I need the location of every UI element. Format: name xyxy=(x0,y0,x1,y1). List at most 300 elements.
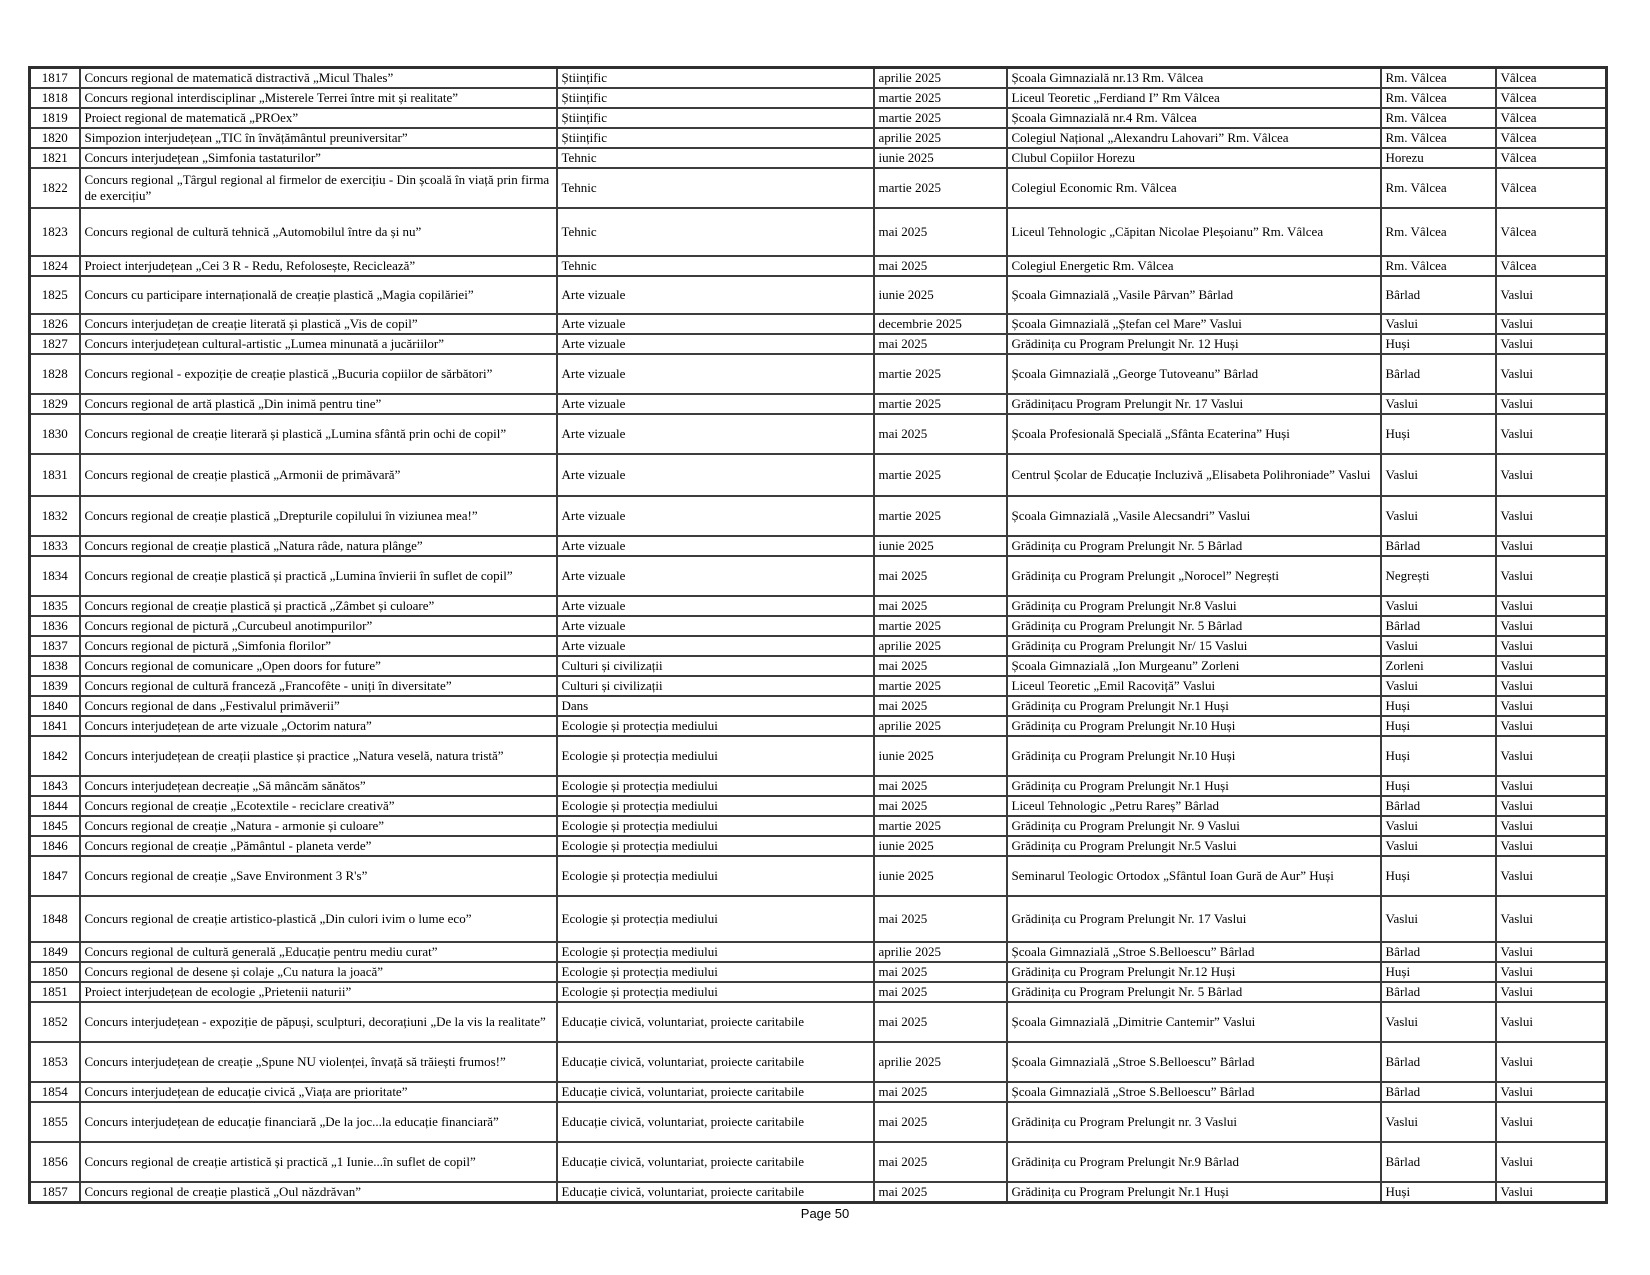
cell-nr: 1827 xyxy=(30,334,80,354)
cell-date: mai 2025 xyxy=(874,776,1007,796)
cell-county: Vaslui xyxy=(1496,716,1607,736)
cell-institution: Școala Gimnazială „Ștefan cel Mare” Vaslui xyxy=(1007,314,1381,334)
cell-category: Arte vizuale xyxy=(557,536,874,556)
cell-institution: Clubul Copiilor Horezu xyxy=(1007,148,1381,168)
cell-nr: 1848 xyxy=(30,896,80,942)
table-row xyxy=(30,1102,1607,1142)
table-row xyxy=(30,896,1607,942)
cell-date: mai 2025 xyxy=(874,596,1007,616)
cell-nr: 1836 xyxy=(30,616,80,636)
cell-city: Huși xyxy=(1381,962,1496,982)
cell-category: Ecologie și protecția mediului xyxy=(557,716,874,736)
cell-name: Concurs interjudețean decreație „Să mâncăm sănătos” xyxy=(80,776,557,796)
table-row xyxy=(30,736,1607,776)
cell-name: Concurs regional - expoziție de creație plastică „Bucuria copiilor de sărbători” xyxy=(80,354,557,394)
cell-city: Zorleni xyxy=(1381,656,1496,676)
cell-city: Huși xyxy=(1381,736,1496,776)
cell-name: Concurs interjudețan de creație literată și plastică „Vis de copil” xyxy=(80,314,557,334)
cell-category: Arte vizuale xyxy=(557,616,874,636)
table-row xyxy=(30,454,1607,496)
cell-date: martie 2025 xyxy=(874,454,1007,496)
cell-city: Rm. Vâlcea xyxy=(1381,68,1496,89)
cell-name: Concurs regional de creație plastică „Drepturile copilului în viziunea mea!” xyxy=(80,496,557,536)
cell-institution: Școala Profesională Specială „Sfânta Ecaterina” Huși xyxy=(1007,414,1381,454)
cell-date: aprilie 2025 xyxy=(874,128,1007,148)
cell-date: martie 2025 xyxy=(874,394,1007,414)
cell-date: mai 2025 xyxy=(874,656,1007,676)
cell-name: Concurs interjudețean de creație „Spune NU violenței, învață să trăiești frumos!” xyxy=(80,1042,557,1082)
cell-institution: Școala Gimnazială „Vasile Pârvan” Bârlad xyxy=(1007,276,1381,314)
cell-date: decembrie 2025 xyxy=(874,314,1007,334)
cell-category: Culturi și civilizații xyxy=(557,656,874,676)
table-row xyxy=(30,942,1607,962)
cell-category: Culturi și civilizații xyxy=(557,676,874,696)
cell-nr: 1840 xyxy=(30,696,80,716)
table-row xyxy=(30,1082,1607,1102)
cell-nr: 1842 xyxy=(30,736,80,776)
cell-date: martie 2025 xyxy=(874,88,1007,108)
cell-institution: Școala Gimnazială „Vasile Alecsandri” Vaslui xyxy=(1007,496,1381,536)
cell-county: Vaslui xyxy=(1496,776,1607,796)
cell-nr: 1854 xyxy=(30,1082,80,1102)
table-row xyxy=(30,816,1607,836)
cell-institution: Școala Gimnazială „Stroe S.Belloescu” Bârlad xyxy=(1007,942,1381,962)
cell-date: mai 2025 xyxy=(874,1182,1007,1203)
table-row xyxy=(30,496,1607,536)
cell-date: martie 2025 xyxy=(874,616,1007,636)
cell-nr: 1856 xyxy=(30,1142,80,1182)
table-row xyxy=(30,276,1607,314)
cell-date: aprilie 2025 xyxy=(874,942,1007,962)
cell-city: Vaslui xyxy=(1381,816,1496,836)
cell-county: Vaslui xyxy=(1496,656,1607,676)
cell-name: Concurs interjudețean de arte vizuale „Octorim natura” xyxy=(80,716,557,736)
cell-name: Proiect interjudețean de ecologie „Prietenii naturii” xyxy=(80,982,557,1002)
table-row xyxy=(30,636,1607,656)
cell-nr: 1857 xyxy=(30,1182,80,1203)
cell-city: Rm. Vâlcea xyxy=(1381,256,1496,276)
table-row xyxy=(30,354,1607,394)
cell-institution: Grădinița cu Program Prelungit Nr. 9 Vaslui xyxy=(1007,816,1381,836)
cell-name: Concurs regional de creație „Ecotextile - reciclare creativă” xyxy=(80,796,557,816)
cell-nr: 1841 xyxy=(30,716,80,736)
cell-date: aprilie 2025 xyxy=(874,68,1007,89)
cell-county: Vaslui xyxy=(1496,314,1607,334)
cell-institution: Colegiul Energetic Rm. Vâlcea xyxy=(1007,256,1381,276)
table-row xyxy=(30,556,1607,596)
cell-nr: 1847 xyxy=(30,856,80,896)
cell-nr: 1825 xyxy=(30,276,80,314)
cell-category: Educație civică, voluntariat, proiecte caritabile xyxy=(557,1082,874,1102)
cell-nr: 1817 xyxy=(30,68,80,89)
cell-name: Concurs regional de cultură franceză „Francofête - uniți în diversitate” xyxy=(80,676,557,696)
table-row xyxy=(30,168,1607,208)
cell-county: Vâlcea xyxy=(1496,68,1607,89)
cell-name: Concurs regional de creație „Pământul - planeta verde” xyxy=(80,836,557,856)
cell-name: Concurs regional de dans „Festivalul primăverii” xyxy=(80,696,557,716)
cell-name: Concurs regional de creație „Natura - armonie și culoare” xyxy=(80,816,557,836)
table-row xyxy=(30,962,1607,982)
cell-county: Vaslui xyxy=(1496,636,1607,656)
cell-county: Vaslui xyxy=(1496,962,1607,982)
cell-name: Concurs interjudețean - expoziție de păpuși, sculpturi, decorațiuni „De la vis la realitate” xyxy=(80,1002,557,1042)
cell-city: Vaslui xyxy=(1381,896,1496,942)
cell-category: Arte vizuale xyxy=(557,354,874,394)
cell-name: Concurs regional de creație plastică și practică „Zâmbet și culoare” xyxy=(80,596,557,616)
cell-institution: Grădinița cu Program Prelungit Nr.10 Huși xyxy=(1007,716,1381,736)
cell-name: Concurs interjudețean de educație civică „Viața are prioritate” xyxy=(80,1082,557,1102)
cell-county: Vaslui xyxy=(1496,942,1607,962)
cell-institution: Școala Gimnazială „Dimitrie Cantemir” Vaslui xyxy=(1007,1002,1381,1042)
cell-name: Concurs interjudețean cultural-artistic „Lumea minunată a jucăriilor” xyxy=(80,334,557,354)
cell-date: mai 2025 xyxy=(874,962,1007,982)
cell-institution: Grădinița cu Program Prelungit Nr.10 Huși xyxy=(1007,736,1381,776)
cell-category: Ecologie și protecția mediului xyxy=(557,962,874,982)
cell-nr: 1832 xyxy=(30,496,80,536)
table-row xyxy=(30,656,1607,676)
table-row xyxy=(30,314,1607,334)
cell-county: Vaslui xyxy=(1496,816,1607,836)
cell-name: Concurs regional de cultură generală „Educație pentru mediu curat” xyxy=(80,942,557,962)
table-body xyxy=(30,68,1607,1203)
table-row xyxy=(30,696,1607,716)
cell-city: Bârlad xyxy=(1381,942,1496,962)
cell-nr: 1824 xyxy=(30,256,80,276)
cell-date: mai 2025 xyxy=(874,1082,1007,1102)
cell-category: Ecologie și protecția mediului xyxy=(557,796,874,816)
cell-nr: 1844 xyxy=(30,796,80,816)
cell-city: Bârlad xyxy=(1381,1142,1496,1182)
cell-nr: 1846 xyxy=(30,836,80,856)
cell-date: martie 2025 xyxy=(874,676,1007,696)
cell-nr: 1826 xyxy=(30,314,80,334)
cell-county: Vaslui xyxy=(1496,536,1607,556)
cell-city: Vaslui xyxy=(1381,676,1496,696)
table-row xyxy=(30,394,1607,414)
cell-city: Vaslui xyxy=(1381,1002,1496,1042)
cell-name: Concurs regional de comunicare „Open doors for future” xyxy=(80,656,557,676)
cell-county: Vaslui xyxy=(1496,334,1607,354)
cell-city: Huși xyxy=(1381,716,1496,736)
table-row xyxy=(30,716,1607,736)
cell-institution: Grădinița cu Program Prelungit Nr. 12 Huși xyxy=(1007,334,1381,354)
table-row xyxy=(30,256,1607,276)
cell-name: Concurs regional de cultură tehnică „Automobilul între da și nu” xyxy=(80,208,557,256)
cell-date: mai 2025 xyxy=(874,334,1007,354)
table-row xyxy=(30,128,1607,148)
table-row xyxy=(30,334,1607,354)
cell-county: Vaslui xyxy=(1496,596,1607,616)
cell-name: Concurs regional de pictură „Simfonia florilor” xyxy=(80,636,557,656)
cell-category: Ecologie și protecția mediului xyxy=(557,982,874,1002)
cell-date: iunie 2025 xyxy=(874,856,1007,896)
cell-date: martie 2025 xyxy=(874,816,1007,836)
cell-nr: 1823 xyxy=(30,208,80,256)
cell-category: Arte vizuale xyxy=(557,496,874,536)
cell-county: Vâlcea xyxy=(1496,128,1607,148)
cell-nr: 1819 xyxy=(30,108,80,128)
cell-category: Arte vizuale xyxy=(557,596,874,616)
cell-name: Proiect regional de matematică „PROex” xyxy=(80,108,557,128)
cell-date: aprilie 2025 xyxy=(874,1042,1007,1082)
cell-category: Arte vizuale xyxy=(557,556,874,596)
cell-city: Vaslui xyxy=(1381,636,1496,656)
cell-category: Ecologie și protecția mediului xyxy=(557,816,874,836)
cell-institution: Grădinița cu Program Prelungit „Norocel” Negrești xyxy=(1007,556,1381,596)
cell-nr: 1849 xyxy=(30,942,80,962)
table-row xyxy=(30,776,1607,796)
cell-county: Vaslui xyxy=(1496,736,1607,776)
cell-name: Concurs regional de creație plastică „Natura râde, natura plânge” xyxy=(80,536,557,556)
cell-county: Vaslui xyxy=(1496,676,1607,696)
cell-category: Ecologie și protecția mediului xyxy=(557,896,874,942)
cell-category: Arte vizuale xyxy=(557,454,874,496)
table-row xyxy=(30,836,1607,856)
cell-institution: Grădinița cu Program Prelungit Nr.1 Huși xyxy=(1007,696,1381,716)
cell-nr: 1821 xyxy=(30,148,80,168)
table-row xyxy=(30,1002,1607,1042)
cell-category: Ecologie și protecția mediului xyxy=(557,736,874,776)
cell-nr: 1845 xyxy=(30,816,80,836)
cell-date: mai 2025 xyxy=(874,696,1007,716)
table-row xyxy=(30,796,1607,816)
cell-category: Arte vizuale xyxy=(557,414,874,454)
cell-name: Concurs regional de pictură „Curcubeul anotimpurilor” xyxy=(80,616,557,636)
cell-date: iunie 2025 xyxy=(874,736,1007,776)
cell-date: mai 2025 xyxy=(874,556,1007,596)
cell-institution: Grădinița cu Program Prelungit Nr. 17 Vaslui xyxy=(1007,896,1381,942)
cell-category: Educație civică, voluntariat, proiecte caritabile xyxy=(557,1182,874,1203)
cell-date: martie 2025 xyxy=(874,354,1007,394)
cell-institution: Liceul Tehnologic „Căpitan Nicolae Pleșoianu” Rm. Vâlcea xyxy=(1007,208,1381,256)
cell-date: aprilie 2025 xyxy=(874,716,1007,736)
cell-city: Vaslui xyxy=(1381,496,1496,536)
cell-city: Vaslui xyxy=(1381,394,1496,414)
cell-date: iunie 2025 xyxy=(874,836,1007,856)
cell-institution: Grădinița cu Program Prelungit Nr/ 15 Vaslui xyxy=(1007,636,1381,656)
cell-category: Științific xyxy=(557,68,874,89)
cell-category: Tehnic xyxy=(557,168,874,208)
cell-name: Concurs regional de creație plastică „Oul năzdrăvan” xyxy=(80,1182,557,1203)
cell-nr: 1833 xyxy=(30,536,80,556)
table-row xyxy=(30,1182,1607,1203)
cell-county: Vâlcea xyxy=(1496,88,1607,108)
table-row xyxy=(30,208,1607,256)
cell-county: Vâlcea xyxy=(1496,208,1607,256)
cell-nr: 1829 xyxy=(30,394,80,414)
table-row xyxy=(30,536,1607,556)
cell-city: Bârlad xyxy=(1381,276,1496,314)
table-row xyxy=(30,596,1607,616)
cell-institution: Grădinița cu Program Prelungit Nr. 5 Bârlad xyxy=(1007,616,1381,636)
cell-nr: 1822 xyxy=(30,168,80,208)
cell-city: Vaslui xyxy=(1381,454,1496,496)
cell-category: Arte vizuale xyxy=(557,334,874,354)
table-row xyxy=(30,1142,1607,1182)
table-row xyxy=(30,68,1607,89)
cell-city: Vaslui xyxy=(1381,1102,1496,1142)
cell-name: Concurs cu participare internațională de creație plastică „Magia copilăriei” xyxy=(80,276,557,314)
cell-category: Științific xyxy=(557,108,874,128)
cell-county: Vaslui xyxy=(1496,1082,1607,1102)
cell-institution: Școala Gimnazială „Ion Murgeanu” Zorleni xyxy=(1007,656,1381,676)
cell-county: Vaslui xyxy=(1496,1002,1607,1042)
cell-name: Concurs regional de desene și colaje „Cu natura la joacă” xyxy=(80,962,557,982)
cell-name: Concurs regional de creație „Save Environment 3 R's” xyxy=(80,856,557,896)
cell-institution: Grădinița cu Program Prelungit Nr.8 Vaslui xyxy=(1007,596,1381,616)
cell-nr: 1837 xyxy=(30,636,80,656)
cell-date: mai 2025 xyxy=(874,1002,1007,1042)
cell-institution: Grădinița cu Program Prelungit Nr.5 Vaslui xyxy=(1007,836,1381,856)
cell-institution: Liceul Teoretic „Ferdiand I” Rm Vâlcea xyxy=(1007,88,1381,108)
cell-institution: Școala Gimnazială nr.4 Rm. Vâlcea xyxy=(1007,108,1381,128)
cell-city: Huși xyxy=(1381,776,1496,796)
cell-institution: Școala Gimnazială „Stroe S.Belloescu” Bârlad xyxy=(1007,1042,1381,1082)
cell-city: Huși xyxy=(1381,334,1496,354)
cell-date: mai 2025 xyxy=(874,1142,1007,1182)
cell-nr: 1853 xyxy=(30,1042,80,1082)
cell-category: Arte vizuale xyxy=(557,276,874,314)
cell-date: iunie 2025 xyxy=(874,536,1007,556)
cell-city: Bârlad xyxy=(1381,354,1496,394)
cell-name: Concurs regional de creație artistică și practică „1 Iunie...în suflet de copil” xyxy=(80,1142,557,1182)
cell-category: Ecologie și protecția mediului xyxy=(557,776,874,796)
cell-county: Vâlcea xyxy=(1496,148,1607,168)
cell-name: Concurs regional interdisciplinar „Misterele Terrei între mit și realitate” xyxy=(80,88,557,108)
cell-name: Concurs interjudețean de educație financiară „De la joc...la educație financiară” xyxy=(80,1102,557,1142)
cell-city: Bârlad xyxy=(1381,536,1496,556)
cell-date: martie 2025 xyxy=(874,168,1007,208)
cell-city: Horezu xyxy=(1381,148,1496,168)
cell-name: Proiect interjudețean „Cei 3 R - Redu, Refolosește, Reciclează” xyxy=(80,256,557,276)
contests-table xyxy=(28,66,1608,1204)
cell-city: Vaslui xyxy=(1381,836,1496,856)
cell-county: Vâlcea xyxy=(1496,108,1607,128)
cell-institution: Seminarul Teologic Ortodox „Sfântul Ioan Gură de Aur” Huși xyxy=(1007,856,1381,896)
cell-city: Negrești xyxy=(1381,556,1496,596)
cell-name: Concurs regional de artă plastică „Din inimă pentru tine” xyxy=(80,394,557,414)
cell-county: Vaslui xyxy=(1496,1102,1607,1142)
cell-date: mai 2025 xyxy=(874,896,1007,942)
cell-nr: 1820 xyxy=(30,128,80,148)
cell-date: mai 2025 xyxy=(874,1102,1007,1142)
table-row xyxy=(30,108,1607,128)
cell-date: mai 2025 xyxy=(874,208,1007,256)
cell-county: Vaslui xyxy=(1496,454,1607,496)
cell-city: Vaslui xyxy=(1381,314,1496,334)
cell-category: Dans xyxy=(557,696,874,716)
cell-name: Concurs regional de matematică distractivă „Micul Thales” xyxy=(80,68,557,89)
cell-category: Educație civică, voluntariat, proiecte caritabile xyxy=(557,1142,874,1182)
cell-name: Concurs regional de creație literară și plastică „Lumina sfântă prin ochi de copil” xyxy=(80,414,557,454)
cell-county: Vaslui xyxy=(1496,896,1607,942)
cell-county: Vaslui xyxy=(1496,496,1607,536)
cell-category: Educație civică, voluntariat, proiecte caritabile xyxy=(557,1042,874,1082)
cell-institution: Grădinița cu Program Prelungit Nr.12 Huși xyxy=(1007,962,1381,982)
cell-county: Vaslui xyxy=(1496,1182,1607,1203)
cell-nr: 1828 xyxy=(30,354,80,394)
cell-institution: Liceul Teoretic „Emil Racoviță” Vaslui xyxy=(1007,676,1381,696)
cell-county: Vaslui xyxy=(1496,696,1607,716)
cell-city: Vaslui xyxy=(1381,596,1496,616)
cell-name: Concurs regional de creație artistico-plastică „Din culori ivim o lume eco” xyxy=(80,896,557,942)
cell-date: mai 2025 xyxy=(874,982,1007,1002)
cell-city: Huși xyxy=(1381,1182,1496,1203)
cell-county: Vaslui xyxy=(1496,414,1607,454)
cell-institution: Școala Gimnazială „George Tutoveanu” Bârlad xyxy=(1007,354,1381,394)
cell-institution: Grădinița cu Program Prelungit Nr. 5 Bârlad xyxy=(1007,982,1381,1002)
cell-institution: Centrul Școlar de Educație Incluzivă „Elisabeta Polihroniade” Vaslui xyxy=(1007,454,1381,496)
cell-institution: Școala Gimnazială „Stroe S.Belloescu” Bârlad xyxy=(1007,1082,1381,1102)
cell-city: Bârlad xyxy=(1381,616,1496,636)
table-row xyxy=(30,148,1607,168)
cell-date: mai 2025 xyxy=(874,414,1007,454)
cell-date: mai 2025 xyxy=(874,256,1007,276)
cell-date: martie 2025 xyxy=(874,108,1007,128)
cell-nr: 1843 xyxy=(30,776,80,796)
table-row xyxy=(30,982,1607,1002)
cell-category: Științific xyxy=(557,88,874,108)
cell-date: martie 2025 xyxy=(874,496,1007,536)
cell-county: Vaslui xyxy=(1496,354,1607,394)
cell-category: Științific xyxy=(557,128,874,148)
cell-category: Arte vizuale xyxy=(557,314,874,334)
cell-city: Rm. Vâlcea xyxy=(1381,108,1496,128)
cell-name: Concurs regional de creație plastică și practică „Lumina învierii în suflet de copil” xyxy=(80,556,557,596)
cell-category: Ecologie și protecția mediului xyxy=(557,942,874,962)
table-row xyxy=(30,88,1607,108)
cell-nr: 1850 xyxy=(30,962,80,982)
cell-institution: Grădinița cu Program Prelungit Nr.1 Huși xyxy=(1007,1182,1381,1203)
cell-category: Educație civică, voluntariat, proiecte caritabile xyxy=(557,1102,874,1142)
cell-institution: Grădinița cu Program Prelungit nr. 3 Vaslui xyxy=(1007,1102,1381,1142)
cell-county: Vaslui xyxy=(1496,276,1607,314)
cell-category: Arte vizuale xyxy=(557,636,874,656)
cell-category: Ecologie și protecția mediului xyxy=(557,836,874,856)
cell-county: Vaslui xyxy=(1496,982,1607,1002)
cell-nr: 1830 xyxy=(30,414,80,454)
cell-city: Huși xyxy=(1381,696,1496,716)
cell-city: Bârlad xyxy=(1381,796,1496,816)
cell-date: aprilie 2025 xyxy=(874,636,1007,656)
cell-institution: Școala Gimnazială nr.13 Rm. Vâlcea xyxy=(1007,68,1381,89)
cell-nr: 1818 xyxy=(30,88,80,108)
cell-city: Rm. Vâlcea xyxy=(1381,168,1496,208)
cell-county: Vaslui xyxy=(1496,1142,1607,1182)
table-row xyxy=(30,856,1607,896)
cell-county: Vâlcea xyxy=(1496,256,1607,276)
cell-city: Huși xyxy=(1381,856,1496,896)
cell-name: Concurs interjudețean de creații plastice și practice „Natura veselă, natura tristă” xyxy=(80,736,557,776)
cell-city: Bârlad xyxy=(1381,1042,1496,1082)
cell-institution: Grădinița cu Program Prelungit Nr. 5 Bârlad xyxy=(1007,536,1381,556)
cell-category: Tehnic xyxy=(557,256,874,276)
cell-institution: Colegiul Național „Alexandru Lahovari” Rm. Vâlcea xyxy=(1007,128,1381,148)
cell-city: Rm. Vâlcea xyxy=(1381,88,1496,108)
table-row xyxy=(30,616,1607,636)
cell-nr: 1852 xyxy=(30,1002,80,1042)
cell-name: Concurs regional de creație plastică „Armonii de primăvară” xyxy=(80,454,557,496)
cell-category: Arte vizuale xyxy=(557,394,874,414)
table-row xyxy=(30,1042,1607,1082)
cell-county: Vaslui xyxy=(1496,394,1607,414)
cell-city: Rm. Vâlcea xyxy=(1381,208,1496,256)
cell-nr: 1839 xyxy=(30,676,80,696)
cell-name: Concurs regional „Târgul regional al firmelor de exercițiu - Din școală în viață prin firma de exercițiu” xyxy=(80,168,557,208)
cell-city: Rm. Vâlcea xyxy=(1381,128,1496,148)
cell-institution: Grădinițacu Program Prelungit Nr. 17 Vaslui xyxy=(1007,394,1381,414)
cell-county: Vaslui xyxy=(1496,1042,1607,1082)
